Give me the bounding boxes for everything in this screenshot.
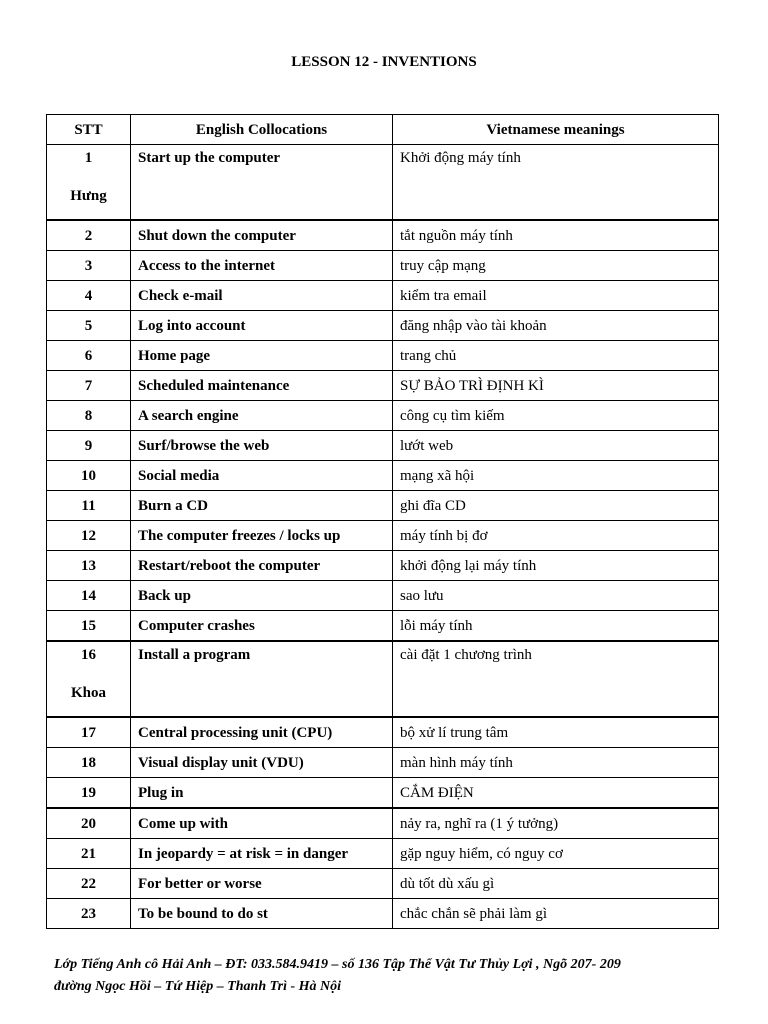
table-row — [47, 431, 719, 461]
vietnamese-meaning: Khởi động máy tính — [393, 145, 719, 221]
vietnamese-meaning: ghi đĩa CD — [393, 491, 719, 521]
vietnamese-meaning: máy tính bị đơ — [393, 521, 719, 551]
vietnamese-meaning: sao lưu — [393, 581, 719, 611]
table-row — [47, 611, 719, 642]
row-number-value: 22 — [81, 875, 96, 892]
english-collocation: Social media — [131, 461, 393, 491]
table-row — [47, 461, 719, 491]
vietnamese-meaning: kiểm tra email — [393, 281, 719, 311]
vietnamese-meaning: SỰ BẢO TRÌ ĐỊNH KÌ — [393, 371, 719, 401]
row-number — [47, 611, 131, 642]
row-number — [47, 808, 131, 839]
row-number-value: 5 — [84, 317, 93, 334]
row-number-value: 3 — [84, 257, 93, 274]
table-row — [47, 145, 719, 221]
table-row — [47, 311, 719, 341]
english-collocation: Restart/reboot the computer — [131, 551, 393, 581]
row-number-value: 1 — [84, 150, 93, 166]
english-collocation: Start up the computer — [131, 145, 393, 221]
vietnamese-meaning: dù tốt dù xấu gì — [393, 869, 719, 899]
table-row — [47, 717, 719, 748]
row-number — [47, 581, 131, 611]
vietnamese-meaning: tắt nguồn máy tính — [393, 220, 719, 251]
row-number — [47, 311, 131, 341]
row-number — [47, 869, 131, 899]
row-number — [47, 401, 131, 431]
row-number-value: 18 — [81, 754, 96, 771]
table-row — [47, 491, 719, 521]
english-collocation: Computer crashes — [131, 611, 393, 642]
row-number-value: 17 — [81, 724, 96, 741]
row-number-value: 10 — [81, 467, 96, 484]
row-number-value: 20 — [81, 815, 96, 832]
table-row — [47, 778, 719, 809]
student-name: Khoa — [70, 685, 106, 701]
row-number-value: 19 — [81, 784, 96, 801]
vietnamese-meaning: màn hình máy tính — [393, 748, 719, 778]
row-number-value: 13 — [81, 557, 96, 574]
row-number — [47, 839, 131, 869]
header-vietnamese: Vietnamese meanings — [393, 115, 719, 145]
vietnamese-meaning: mạng xã hội — [393, 461, 719, 491]
table-row — [47, 808, 719, 839]
english-collocation: Access to the internet — [131, 251, 393, 281]
row-number — [47, 431, 131, 461]
english-collocation: Scheduled maintenance — [131, 371, 393, 401]
row-number — [47, 778, 131, 809]
table-row — [47, 899, 719, 929]
english-collocation: Plug in — [131, 778, 393, 809]
row-number — [47, 145, 131, 221]
table-row — [47, 748, 719, 778]
english-collocation: Visual display unit (VDU) — [131, 748, 393, 778]
table-header-row — [47, 115, 719, 145]
vietnamese-meaning: nảy ra, nghĩ ra (1 ý tưởng) — [393, 808, 719, 839]
vietnamese-meaning: trang chủ — [393, 341, 719, 371]
row-number — [47, 491, 131, 521]
english-collocation: Shut down the computer — [131, 220, 393, 251]
row-number-value: 15 — [81, 617, 96, 634]
vietnamese-meaning: cài đặt 1 chương trình — [393, 641, 719, 717]
header-english: English Collocations — [131, 115, 393, 145]
row-number-value: 4 — [84, 287, 93, 304]
row-number-value: 21 — [81, 845, 96, 862]
english-collocation: Come up with — [131, 808, 393, 839]
vietnamese-meaning: đăng nhập vào tài khoản — [393, 311, 719, 341]
table-row — [47, 401, 719, 431]
row-number-value: 6 — [84, 347, 93, 364]
vietnamese-meaning: truy cập mạng — [393, 251, 719, 281]
row-number-value: 7 — [84, 377, 93, 394]
row-number — [47, 551, 131, 581]
row-number — [47, 899, 131, 929]
row-number — [47, 281, 131, 311]
row-number — [47, 371, 131, 401]
header-stt: STT — [47, 115, 131, 145]
table-row — [47, 869, 719, 899]
table-row — [47, 839, 719, 869]
english-collocation: Install a program — [131, 641, 393, 717]
page-title: LESSON 12 - INVENTIONS — [291, 54, 477, 70]
footer-contact — [54, 954, 734, 998]
table-row — [47, 341, 719, 371]
table-row — [47, 581, 719, 611]
english-collocation: For better or worse — [131, 869, 393, 899]
row-number — [47, 748, 131, 778]
row-number-value: 9 — [84, 437, 93, 454]
row-number — [47, 641, 131, 717]
vietnamese-meaning: chắc chắn sẽ phải làm gì — [393, 899, 719, 929]
english-collocation: Home page — [131, 341, 393, 371]
row-number-value: 11 — [81, 497, 96, 514]
row-number-value: 2 — [84, 227, 93, 244]
row-number — [47, 220, 131, 251]
vietnamese-meaning: lướt web — [393, 431, 719, 461]
row-number-value: 14 — [81, 587, 96, 604]
english-collocation: Back up — [131, 581, 393, 611]
student-name: Hưng — [70, 188, 107, 204]
table-row — [47, 551, 719, 581]
vietnamese-meaning: khởi động lại máy tính — [393, 551, 719, 581]
table-row — [47, 641, 719, 717]
english-collocation: Surf/browse the web — [131, 431, 393, 461]
vietnamese-meaning: gặp nguy hiểm, có nguy cơ — [393, 839, 719, 869]
vietnamese-meaning: bộ xử lí trung tâm — [393, 717, 719, 748]
english-collocation: Burn a CD — [131, 491, 393, 521]
table-row — [47, 281, 719, 311]
row-number-value: 23 — [81, 905, 96, 922]
row-number — [47, 341, 131, 371]
row-number-value: 12 — [81, 527, 96, 544]
english-collocation: Check e-mail — [131, 281, 393, 311]
row-number — [47, 251, 131, 281]
english-collocation: In jeopardy = at risk = in danger — [131, 839, 393, 869]
row-number — [47, 521, 131, 551]
english-collocation: To be bound to do st — [131, 899, 393, 929]
vocabulary-table — [46, 114, 719, 929]
vietnamese-meaning: lỗi máy tính — [393, 611, 719, 642]
vietnamese-meaning: CẮM ĐIỆN — [393, 778, 719, 809]
row-number — [47, 461, 131, 491]
row-number-value: 16 — [81, 647, 96, 663]
table-row — [47, 220, 719, 251]
table-row — [47, 521, 719, 551]
english-collocation: Central processing unit (CPU) — [131, 717, 393, 748]
english-collocation: The computer freezes / locks up — [131, 521, 393, 551]
footer-line-1: Lớp Tiếng Anh cô Hải Anh – ĐT: 033.584.9419 – số 136 Tập Thể Vật Tư Thủy Lợi , Ngõ 207- 209 — [54, 957, 621, 972]
english-collocation: A search engine — [131, 401, 393, 431]
footer-line-2: đường Ngọc Hồi – Tứ Hiệp – Thanh Trì - Hà Nội — [54, 979, 342, 994]
row-number-value: 8 — [84, 407, 93, 424]
vietnamese-meaning: công cụ tìm kiếm — [393, 401, 719, 431]
table-row — [47, 251, 719, 281]
row-number — [47, 717, 131, 748]
english-collocation: Log into account — [131, 311, 393, 341]
table-row — [47, 371, 719, 401]
